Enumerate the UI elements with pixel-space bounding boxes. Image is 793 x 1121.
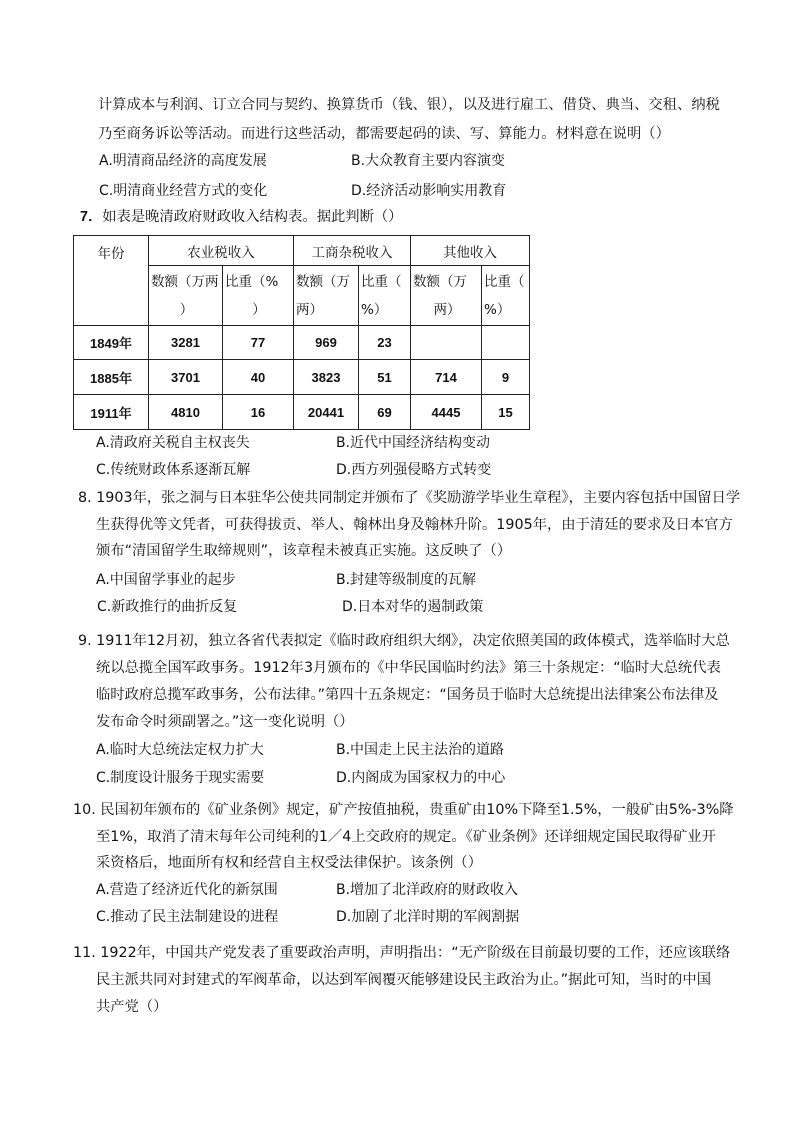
q11-stem-line-1: 11. 1922年，中国共产党发表了重要政治声明，声明指出：“无产阶级在目前最切要的工作，还应该联络 [73,945,731,961]
subheader-text: %） [361,301,388,318]
table-cell: 9 [482,360,530,395]
finance-table [73,235,530,430]
q9-stem-line-1: 9. 1911年12月初，独立各省代表拟定《临时政府组织大纲》，决定依照美国的政体模式，选举临时大总 [78,633,730,649]
subheader-amount-other [411,266,482,326]
row-year: 1885年 [74,360,149,395]
q7-stem [80,207,402,227]
subheader-text: ） [179,301,194,318]
table-cell: 69 [359,395,411,430]
q8-option-d[interactable]: D.日本对华的遏制政策 [342,599,484,615]
table-cell: 40 [223,360,294,395]
q6-stem-line-1: 计算成本与利润、订立合同与契约、换算货币（钱、银），以及进行雇工、借贷、典当、交租、纳税 [98,97,720,113]
table-cell: 714 [411,360,482,395]
subheader-text: %） [484,301,511,318]
table-cell: 3823 [294,360,359,395]
q10-option-b[interactable]: B.增加了北洋政府的财政收入 [336,882,519,898]
q7-stem-text: 如表是晚清政府财政收入结构表。据此判断（） [102,209,403,225]
table-cell: 15 [482,395,530,430]
table-row [74,360,530,395]
q8-option-b[interactable]: B.封建等级制度的瓦解 [336,572,477,588]
q11-stem-line-2: 民主派共同对封建式的军阀革命，以达到军阀覆灭能够建设民主政治为止。”据此可知，当时的中国 [96,972,712,988]
table-cell: 16 [223,395,294,430]
table-row [74,326,530,360]
year-header: 年份 [74,236,149,326]
q7-option-c[interactable]: C.传统财政体系逐渐瓦解 [96,462,251,478]
q9-option-d[interactable]: D.内阁成为国家权力的中心 [336,770,506,786]
subheader-text: 数额（万 [296,273,350,290]
row-year: 1849年 [74,326,149,360]
q10-option-c[interactable]: C.推动了民主法制建设的进程 [96,909,279,925]
q10-stem-line-2: 至1%，取消了清末每年公司纯利的1／4上交政府的规定。《矿业条例》还详细规定国民取得矿业开 [96,829,716,845]
table-cell: 20441 [294,395,359,430]
table-row [74,395,530,430]
q11-stem-line-3: 共产党（） [96,999,168,1015]
q9-stem-line-2: 统以总揽全国军政事务。1912年3月颁布的《中华民国临时约法》第三十条规定：“临时大总统代表 [96,660,721,676]
subheader-text: 数额（万 [413,273,467,290]
table-cell: 23 [359,326,411,360]
q9-stem-line-4: 发布命令时须副署之。”这一变化说明（） [96,714,354,730]
q8-option-a[interactable]: A.中国留学事业的起步 [96,572,236,588]
q9-stem-line-3: 临时政府总揽军政事务，公布法律。”第四十五条规定：“国务员于临时大总统提出法律案公布法律及 [96,687,719,703]
table-cell: 4445 [411,395,482,430]
table-cell [411,326,482,360]
q6-option-c[interactable]: C.明清商业经营方式的变化 [99,183,268,199]
q10-option-a[interactable]: A.营造了经济近代化的新氛围 [96,882,278,898]
subheader-text: ） [252,301,266,318]
row-year: 1911年 [74,395,149,430]
subheader-amount-commerce [294,266,359,326]
q8-option-c[interactable]: C.新政推行的曲折反复 [97,599,238,615]
table-cell: 3701 [149,360,223,395]
q10-stem-line-3: 采资格后，地面所有权和经营自主权受法律保护。该条例（） [96,855,483,871]
table-cell: 3281 [149,326,223,360]
table-cell: 4810 [149,395,223,430]
q8-stem-line-3: 颁布“清国留学生取缔规则”，该章程未被真正实施。这反映了（） [96,543,512,559]
q6-option-a[interactable]: A.明清商品经济的高度发展 [99,153,267,169]
subheader-ratio-agri [223,266,294,326]
group-header-commerce: 工商杂税收入 [294,236,411,266]
q6-option-b[interactable]: B.大众教育主要内容演变 [351,153,506,169]
q10-stem-line-1: 10. 民国初年颁布的《矿业条例》规定，矿产按值抽税，贵重矿由10%下降至1.5%，一般矿由5%-3%降 [73,802,734,818]
group-header-other: 其他收入 [411,236,530,266]
q6-option-d[interactable]: D.经济活动影响实用教育 [351,183,507,199]
subheader-ratio-commerce [359,266,411,326]
table-cell [482,326,530,360]
q8-stem-line-2: 生获得优等文凭者，可获得拔贡、举人、翰林出身及翰林升阶。1905年，由于清廷的要求及日本官方 [96,517,733,533]
subheader-text: 比重（ [361,273,402,290]
q8-stem-line-1: 8. 1903年，张之洞与日本驻华公使共同制定并颁布了《奖励游学毕业生章程》，主要内容包括中国留日学 [78,490,741,506]
subheader-ratio-other [482,266,530,326]
q7-option-d[interactable]: D.西方列强侵略方式转变 [336,462,492,478]
subheader-text: 两） [433,301,461,318]
q7-option-a[interactable]: A.清政府关税自主权丧失 [96,435,250,451]
q9-option-b[interactable]: B.中国走上民主法治的道路 [336,742,505,758]
subheader-text: 数额（万两 [151,273,219,290]
table-cell: 51 [359,360,411,395]
q7-number: 7． [80,209,103,225]
subheader-text: 两） [296,301,323,318]
table-cell: 77 [223,326,294,360]
table-cell: 969 [294,326,359,360]
q6-stem-line-2: 乃至商务诉讼等活动。而进行这些活动，都需要起码的读、写、算能力。材料意在说明（） [98,126,670,142]
subheader-text: 比重（% [225,273,279,290]
q9-option-a[interactable]: A.临时大总统法定权力扩大 [96,742,264,758]
subheader-amount-agri [149,266,223,326]
q7-option-b[interactable]: B.近代中国经济结构变动 [336,435,491,451]
subheader-text: 比重（ [484,273,525,290]
q10-option-d[interactable]: D.加剧了北洋时期的军阀割据 [336,909,520,925]
q9-option-c[interactable]: C.制度设计服务于现实需要 [96,770,265,786]
group-header-agriculture: 农业税收入 [149,236,294,266]
